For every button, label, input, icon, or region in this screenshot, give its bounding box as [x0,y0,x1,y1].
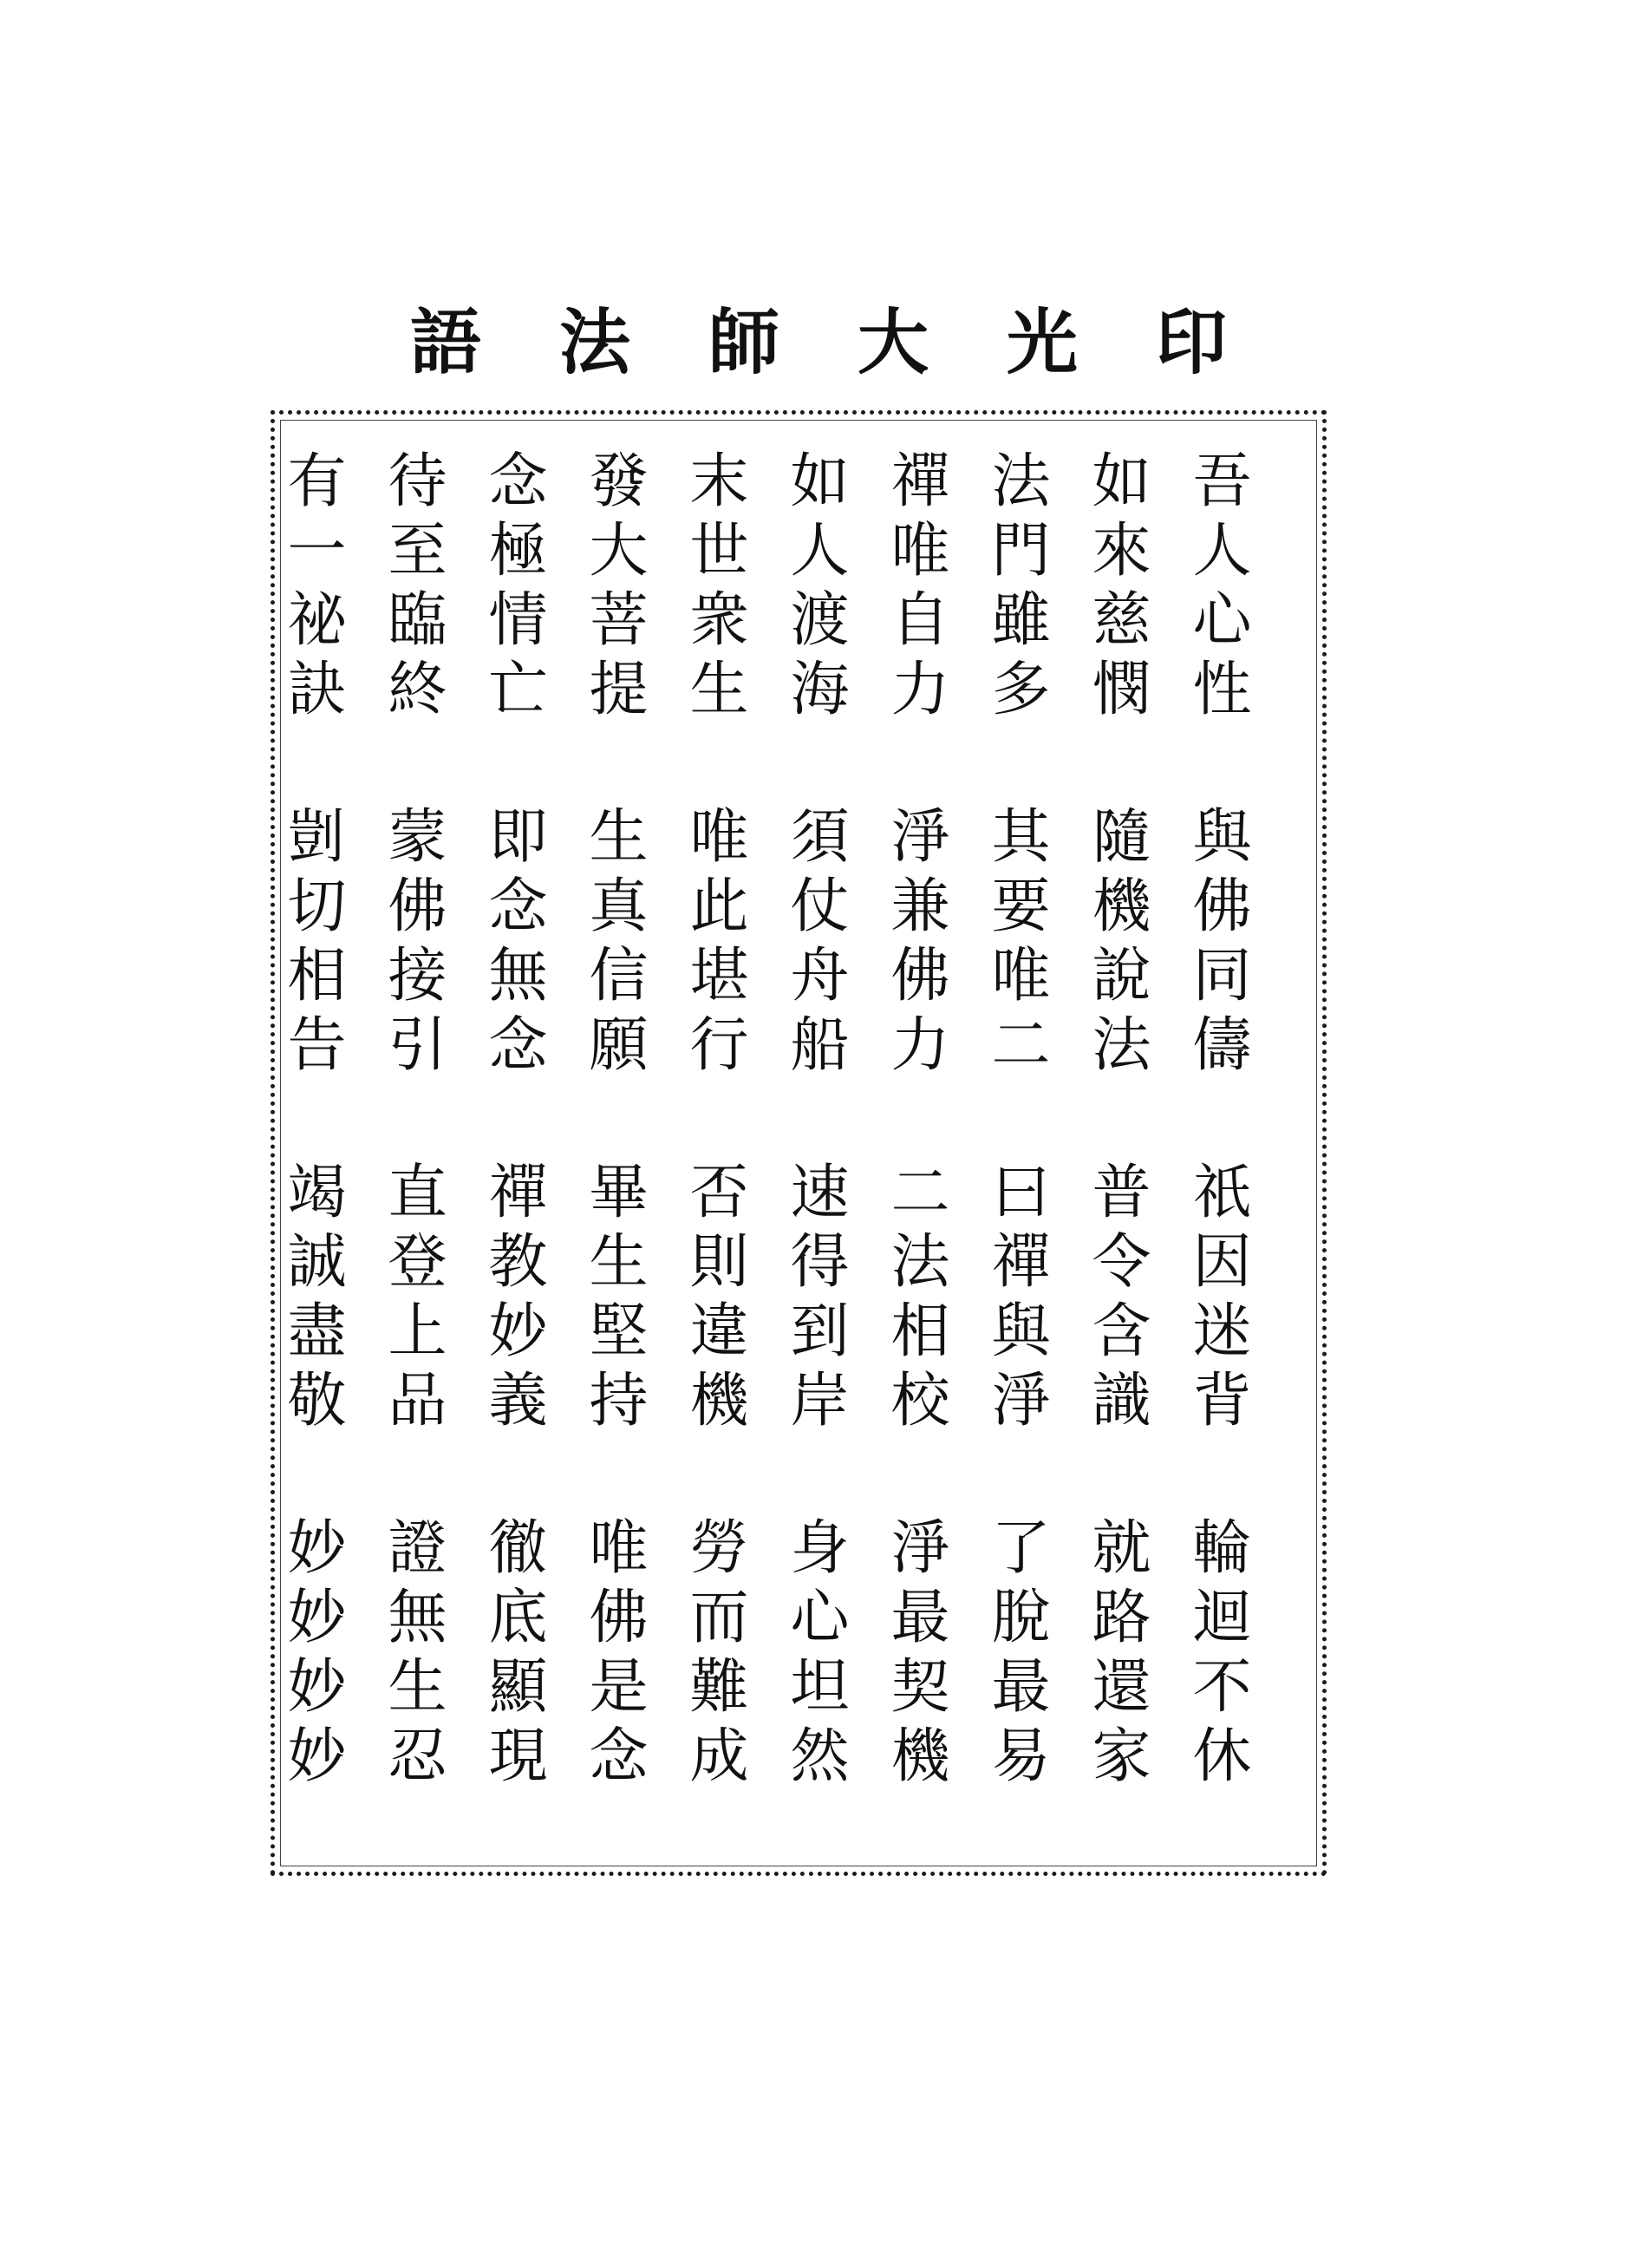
text-frame [271,410,1327,1876]
verse-column-5 [778,449,851,1846]
verse-phrase: 剴切相告 [277,805,346,1082]
verse-phrase: 速得到岸 [780,1160,849,1438]
verse-phrase: 了脫最易 [982,1516,1050,1794]
verse-phrase: 輪迴不休 [1183,1516,1251,1794]
verse-phrase: 證無生忍 [378,1516,447,1794]
verse-phrase: 直登上品 [378,1160,447,1438]
verse-phrase: 妙妙妙妙 [277,1516,346,1794]
verse-phrase: 生真信願 [579,805,648,1082]
verse-phrase: 否則違機 [680,1160,748,1438]
title-char: 光 [1007,301,1079,384]
verse-phrase: 待至臨終 [378,449,447,727]
verse-phrase: 禪唯自力 [881,449,949,727]
title-char: 師 [708,301,779,384]
verse-phrase: 竭誠盡敬 [277,1160,346,1438]
verse-phrase: 身心坦然 [780,1516,849,1794]
verse-phrase: 畢生堅持 [579,1160,648,1438]
verse-phrase: 其要唯二 [982,805,1050,1082]
verse-phrase: 勞而難成 [680,1516,748,1794]
verse-phrase: 法門雖多 [982,449,1050,727]
verse-column-4 [878,449,951,1846]
verse-phrase: 末世衆生 [680,449,748,727]
verse-phrase: 淨兼佛力 [881,805,949,1082]
verse-body [275,449,1253,1846]
verse-column-2 [1079,449,1152,1846]
page-title [0,295,1637,390]
verse-phrase: 徹底顯現 [479,1516,547,1794]
verse-column-8 [476,449,549,1846]
verse-column-3 [979,449,1052,1846]
verse-phrase: 有一祕訣 [277,449,346,727]
verse-phrase: 發大菩提 [579,449,648,727]
verse-phrase: 唯此堪行 [680,805,748,1082]
verse-phrase: 普令含識 [1082,1160,1151,1438]
verse-phrase: 祇因迷背 [1183,1160,1251,1438]
verse-phrase: 就路還家 [1082,1516,1151,1794]
verse-column-6 [677,449,750,1846]
verse-phrase: 如人渡海 [780,449,849,727]
verse-phrase: 與佛同儔 [1183,805,1251,1082]
verse-phrase: 二法相校 [881,1160,949,1438]
title-char: 大 [858,301,929,384]
verse-phrase: 如來慈憫 [1082,449,1151,727]
verse-phrase: 即念無念 [479,805,547,1082]
verse-column-9 [375,449,448,1846]
verse-column-7 [577,449,649,1846]
verse-phrase: 吾人心性 [1183,449,1251,727]
verse-phrase: 隨機說法 [1082,805,1151,1082]
verse-phrase: 禪教妙義 [479,1160,547,1438]
title-char: 印 [1156,301,1228,384]
verse-column-10 [275,449,348,1846]
verse-phrase: 念極情亡 [479,449,547,727]
verse-phrase: 唯佛是念 [579,1516,648,1794]
verse-phrase: 須仗舟船 [780,805,849,1082]
verse-phrase: 淨最契機 [881,1516,949,1794]
verse-phrase: 曰禪與淨 [982,1160,1050,1438]
title-char: 語 [409,301,481,384]
verse-phrase: 蒙佛接引 [378,805,447,1082]
verse-column-1 [1180,449,1253,1846]
title-char: 法 [558,301,630,384]
